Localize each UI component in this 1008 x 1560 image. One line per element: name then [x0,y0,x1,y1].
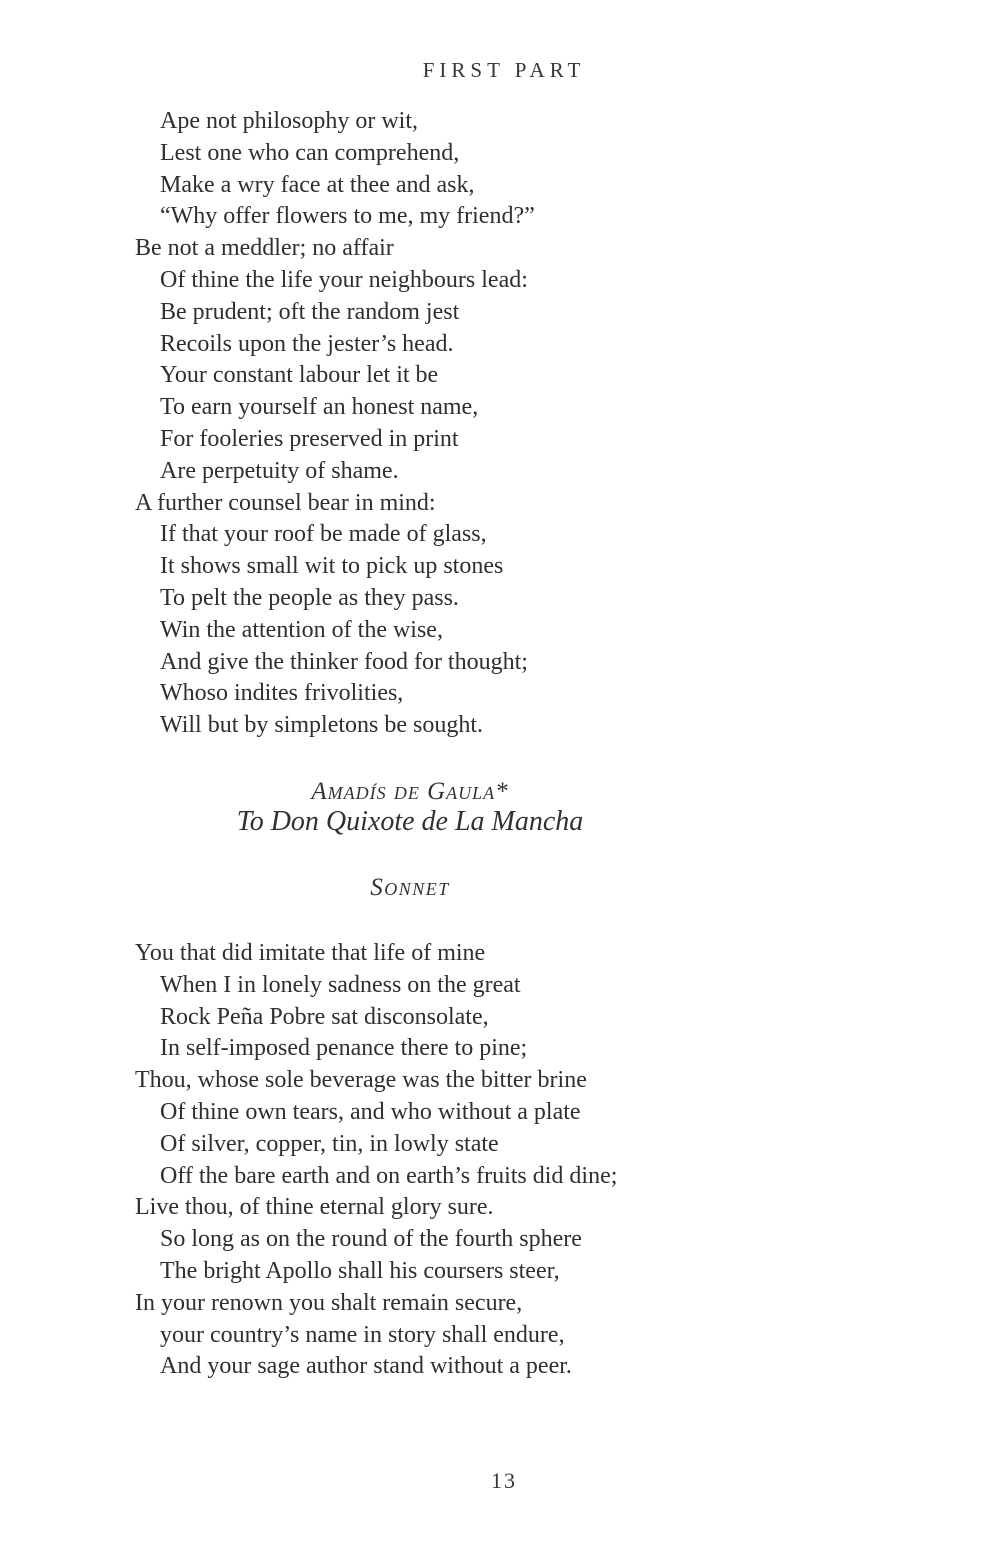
poem-line: In your renown you shalt remain secure, [135,1289,523,1316]
poem-line: Recoils upon the jester’s head. [160,330,454,357]
poem-line: Of silver, copper, tin, in lowly state [160,1130,499,1157]
poem-line: Be not a meddler; no affair [135,235,394,262]
sonnet-heading: Sonnet [370,874,450,901]
poem-line: To pelt the people as they pass. [160,584,459,611]
poem-line: So long as on the round of the fourth sphere [160,1226,582,1253]
poem-line: And your sage author stand without a peer. [160,1353,572,1380]
poem-line: Live thou, of thine eternal glory sure. [135,1194,494,1221]
poem-line: Be prudent; oft the random jest [160,298,460,325]
poem-line: Whoso indites frivolities, [160,680,404,707]
running-head: FIRST PART [422,58,586,82]
poem-line: If that your roof be made of glass, [160,521,487,548]
poem-line: “Why offer flowers to me, my friend?” [160,203,535,230]
poem-line: Your constant labour let it be [160,362,439,389]
poem-line: When I in lonely sadness on the great [160,971,521,998]
poem-line: Thou, whose sole beverage was the bitter brine [135,1067,587,1094]
poem-line: Ape not philosophy or wit, [160,108,418,134]
poem-line: Rock Peña Pobre sat disconsolate, [160,1003,489,1030]
poem-line: To earn yourself an honest name, [160,394,479,421]
page-number: 13 [491,1468,517,1493]
poem-line: For fooleries preserved in print [160,425,459,452]
poem-line: A further counsel bear in mind: [135,489,436,516]
poem-line: You that did imitate that life of mine [135,940,486,966]
poem-line: Off the bare earth and on earth’s fruits did dine; [160,1162,618,1189]
poem-line: Are perpetuity of shame. [160,457,399,484]
poem-line: And give the thinker food for thought; [160,648,528,675]
attribution-dedication: To Don Quixote de La Mancha [236,806,584,837]
poem-line: Lest one who can comprehend, [160,139,460,166]
verse-of-counsel [135,106,775,742]
sonnet-poem [135,938,775,1383]
poem-line: Of thine own tears, and who without a plate [160,1098,581,1125]
poem-line: In self-imposed penance there to pine; [160,1035,528,1062]
poem-line: It shows small wit to pick up stones [160,553,504,580]
attribution-author: Amadís de Gaula* [311,778,509,805]
poem-line: your country’s name in story shall endure, [160,1321,565,1348]
poem-line: Make a wry face at thee and ask, [160,171,475,198]
poem-line: Of thine the life your neighbours lead: [160,266,528,293]
poem-line: Will but by simpletons be sought. [160,712,484,739]
poem-line: The bright Apollo shall his coursers steer, [160,1257,560,1284]
poem-line: Win the attention of the wise, [160,616,443,643]
